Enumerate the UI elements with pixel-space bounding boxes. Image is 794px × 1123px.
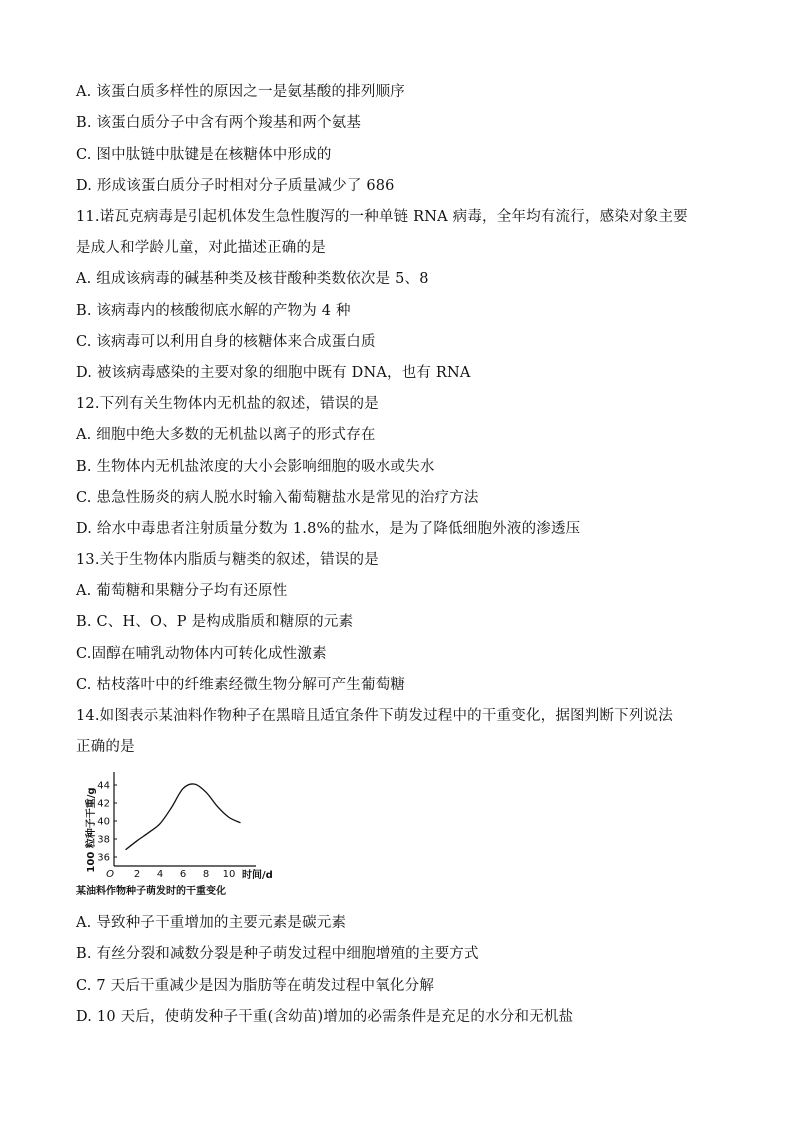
q12-option-c: C. 患急性肠炎的病人脱水时输入葡萄糖盐水是常见的治疗方法 [76,490,479,506]
q11-option-c: C. 该病毒可以利用自身的核糖体来合成蛋白质 [76,334,376,350]
chart-series-line [126,784,241,850]
dry-weight-chart [72,768,282,906]
q11-option-d: D. 被该病毒感染的主要对象的细胞中既有 DNA，也有 RNA [76,365,471,381]
q13-option-a: A. 葡萄糖和果糖分子均有还原性 [76,583,288,599]
chart-x-tick-label: 8 [202,869,210,880]
q10-option-c: C. 图中肽链中肽键是在核糖体中形成的 [76,147,332,163]
q14-option-c: C. 7 天后干重减少是因为脂肪等在萌发过程中氧化分解 [76,978,435,994]
chart-y-tick-label: 38 [97,834,110,846]
chart-x-tick-label: 4 [156,869,164,880]
q10-option-b: B. 该蛋白质分子中含有两个羧基和两个氨基 [76,115,362,131]
chart-y-tick-label: 36 [97,852,110,864]
q14-stem-line2: 正确的是 [76,739,135,755]
q13-stem: 13.关于生物体内脂质与糖类的叙述，错误的是 [76,552,379,568]
chart-y-axis-label: 100 粒种子干重/g [86,787,97,873]
chart-title: 某油料作物种子萌发时的干重变化 [76,886,226,897]
q12-option-a: A. 细胞中绝大多数的无机盐以离子的形式存在 [76,427,376,443]
chart-x-tick-label: O [106,869,114,880]
q13-option-c2: C. 枯枝落叶中的纤维素经微生物分解可产生葡萄糖 [76,677,406,693]
q14-option-d: D. 10 天后，使萌发种子干重(含幼苗)增加的必需条件是充足的水分和无机盐 [76,1009,574,1025]
chart-x-tick-label: 10 [222,869,236,880]
q13-option-c1: C.固醇在哺乳动物体内可转化成性激素 [76,646,327,662]
q13-option-b: B. C、H、O、P 是构成脂质和糖原的元素 [76,614,354,630]
q11-stem-line1: 11.诺瓦克病毒是引起机体发生急性腹泻的一种单链 RNA 病毒，全年均有流行，感染对象主要 [76,209,688,225]
chart-x-ticks [106,869,235,880]
q14-option-b: B. 有丝分裂和减数分裂是种子萌发过程中细胞增殖的主要方式 [76,946,479,962]
chart-y-tick-label: 42 [97,798,110,810]
q12-option-b: B. 生物体内无机盐浓度的大小会影响细胞的吸水或失水 [76,459,435,475]
chart-x-tick-label: 6 [179,869,187,880]
q12-option-d: D. 给水中毒患者注射质量分数为 1.8%的盐水，是为了降低细胞外液的渗透压 [76,521,581,537]
q10-option-a: A. 该蛋白质多样性的原因之一是氨基酸的排列顺序 [76,84,405,100]
chart-x-axis-label: 时间/d [242,870,273,881]
q11-option-b: B. 该病毒内的核酸彻底水解的产物为 4 种 [76,303,351,319]
q11-stem-line2: 是成人和学龄儿童，对此描述正确的是 [76,240,326,256]
chart-y-tick-label: 40 [97,816,110,828]
q10-option-d: D. 形成该蛋白质分子时相对分子质量减少了 686 [76,178,395,194]
q14-option-a: A. 导致种子干重增加的主要元素是碳元素 [76,915,347,931]
chart-y-tick-label: 44 [97,780,110,792]
q14-stem-line1: 14.如图表示某油料作物种子在黑暗且适宜条件下萌发过程中的干重变化，据图判断下列说法 [76,708,673,724]
chart-x-tick-label: 2 [133,869,141,880]
q11-option-a: A. 组成该病毒的碱基种类及核苷酸种类数依次是 5、8 [76,271,429,287]
q12-stem: 12.下列有关生物体内无机盐的叙述，错误的是 [76,396,379,412]
